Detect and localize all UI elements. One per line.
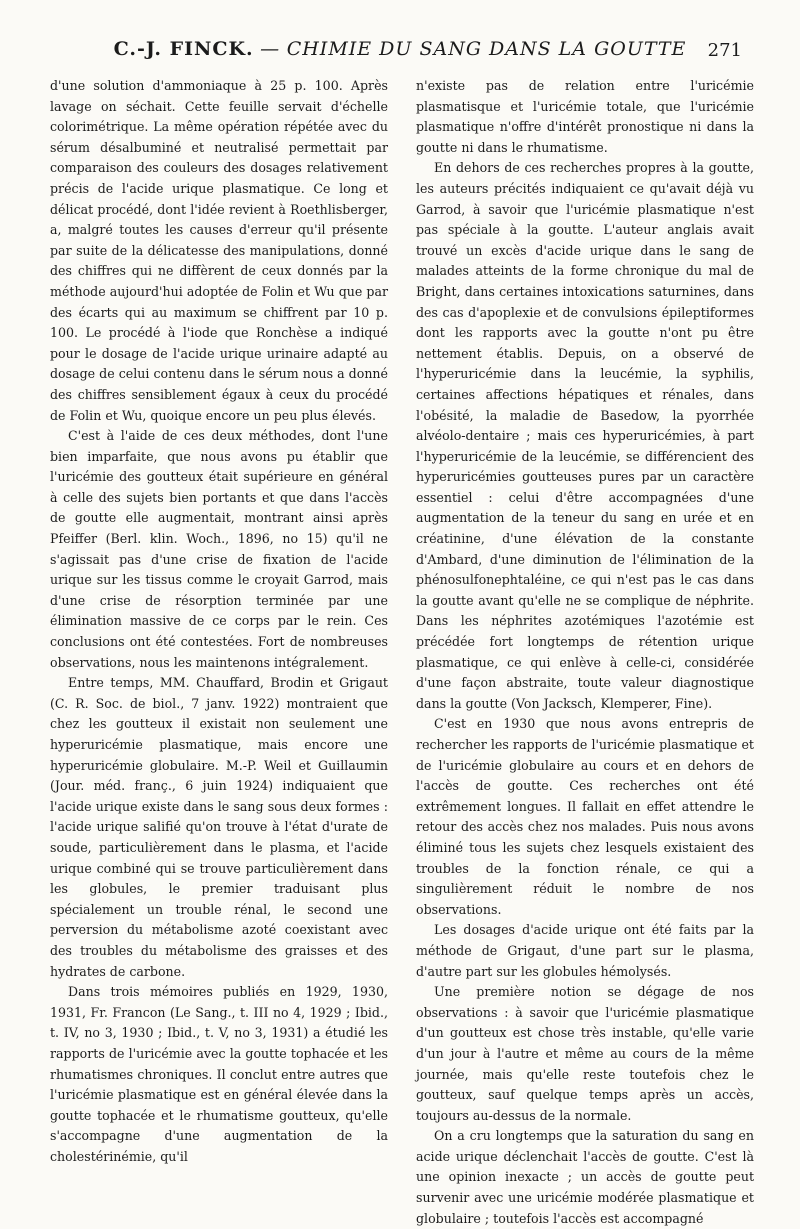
paragraph: En dehors de ces recherches propres à la goutte, les auteurs précités indiquaient ce qu'avait déjà vu Garrod, à savoir que l'uricémie plasmatique n'est pas spéciale à la goutte. L'auteur anglais avait trouvé un excès d'acide urique dans le sang de malades atteints de la forme chronique du mal de Bright, dans certaines intoxications saturnines, dans des cas d'apoplexie et de convulsions épileptiformes dont les rapports avec la goutte n'ont pu être nettement établis. Depuis, on a observé de l'hyperuricémie dans la leucémie, la syphilis, certaines affections hépatiques et rénales, dans l'obésité, la maladie de Basedow, la pyorrhée alvéolo-dentaire ; mais ces hyperuricémies, à part l'hyperuricémie de la leucémie, se différencient des hyperuricémies goutteuses pures par un caractère essentiel : celui d'être accompagnées d'une augmentation de la teneur du sang en urée et en créatinine, d'une élévation de la constante d'Ambard, d'une diminution de l'élimination de la phénosulfonephtaléine, ce qui n'est pas le cas dans la goutte avant qu'elle ne se complique de néphrite. Dans les néphrites azotémiques l'azotémie est précédée fort longtemps de rétention urique plasmatique, ce qui enlève à celle-ci, considérée d'une façon abstraite, toute valeur diagnostique dans la goutte (Von Jacksch, Klemperer, Fine). <box>416 160 754 711</box>
paragraph: Les dosages d'acide urique ont été faits par la méthode de Grigaut, d'une part sur le plasma, d'autre part sur les globules hémolysés. <box>416 922 754 979</box>
page-number: 271 <box>707 40 742 61</box>
paragraph: C'est en 1930 que nous avons entrepris de rechercher les rapports de l'uricémie plasmatique et de l'uricémie globulaire au cours et en dehors de l'accès de goutte. Ces recherches ont été extrêmement longues. Il fallait en effet attendre le retour des accès chez nos malades. Puis nous avons éliminé tous les sujets chez lesquels existaient des troubles de la fonction rénale, ce qui a singulièrement réduit le nombre de nos observations. <box>416 716 754 917</box>
running-head <box>0 38 800 68</box>
paragraph: n'existe pas de relation entre l'uricémie plasmatisque et l'uricémie totale, que l'uricémie plasmatique n'offre d'intérêt pronostique ni dans la goutte ni dans le rhumatisme. <box>416 78 754 155</box>
paragraph: Entre temps, MM. Chauffard, Brodin et Grigaut (C. R. Soc. de biol., 7 janv. 1922) montraient que chez les goutteux il existait non seulement une hyperuricémie plasmatique, mais encore une hyperuricémie globulaire. M.-P. Weil et Guillaumin (Jour. méd. franç., 6 juin 1924) indiquaient que l'acide urique existe dans le sang sous deux formes : l'acide urique salifié qu'on trouve à l'état d'urate de soude, particulièrement dans le plasma, et l'acide urique combiné qui se trouve particulièrement dans les globules, le premier traduisant plus spécialement un trouble rénal, le second une perversion du métabolisme azoté coexistant avec des troubles du métabolisme des graisses et des hydrates de carbone. <box>50 675 388 979</box>
paragraph: Dans trois mémoires publiés en 1929, 1930, 1931, Fr. Francon (Le Sang., t. III no 4, 1929 ; Ibid., t. IV, no 3, 1930 ; Ibid., t. V, no 3, 1931) a étudié les rapports de l'uricémie avec la goutte tophacée et les rhumatismes chroniques. Il conclut entre autres que l'uricémie plasmatique est en général élevée dans la goutte tophacée et le rhumatisme goutteux, qu'elle s'accompagne d'une augmentation de la cholestérinémie, qu'il <box>50 984 388 1164</box>
body-columns <box>50 76 754 1226</box>
header-author: C.-J. FINCK. <box>113 38 254 60</box>
header-dash: — <box>260 38 281 60</box>
header-title: CHIMIE DU SANG DANS LA GOUTTE <box>286 38 687 60</box>
left-column <box>50 76 388 1164</box>
running-title <box>0 38 800 60</box>
paragraph: C'est à l'aide de ces deux méthodes, dont l'une bien imparfaite, que nous avons pu établir que l'uricémie des goutteux était supérieure en général à celle des sujets bien portants et que dans l'accès de goutte elle augmentait, montrant ainsi après Pfeiffer (Berl. klin. Woch., 1896, no 15) qu'il ne s'agissait pas d'une crise de fixation de l'acide urique sur les tissus comme le croyait Garrod, mais d'une crise de résorption terminée par une élimination massive de ce corps par le rein. Ces conclusions ont été contestées. Fort de nombreuses observations, nous les maintenons intégralement. <box>50 428 388 670</box>
paragraph: Une première notion se dégage de nos observations : à savoir que l'uricémie plasmatique d'un goutteux est chose très instable, qu'elle varie d'un jour à l'autre et même au cours de la même journée, mais qu'elle reste toutefois chez le goutteux, sauf quelque temps après un accès, toujours au-dessus de la normale. <box>416 984 754 1123</box>
right-column <box>416 76 754 1226</box>
paragraph: On a cru longtemps que la saturation du sang en acide urique déclenchait l'accès de goutte. C'est là une opinion inexacte ; un accès de goutte peut survenir avec une uricémie modérée plasmatique et globulaire ; toutefois l'accès est accompagné <box>416 1128 754 1226</box>
paragraph: d'une solution d'ammoniaque à 25 p. 100. Après lavage on séchait. Cette feuille servait d'échelle colorimétrique. La même opération répétée avec du sérum désalbuminé et neutralisé permettait par comparaison des couleurs des dosages relativement précis de l'acide urique plasmatique. Ce long et délicat procédé, dont l'idée revient à Roethlisberger, a, malgré toutes les causes d'erreur qu'il présente par suite de la délicatesse des manipulations, donné des chiffres qui ne diffèrent de ceux donnés par la méthode aujourd'hui adoptée de Folin et Wu que par des écarts qui au maximum se chiffrent par 10 p. 100. Le procédé à l'iode que Ronchèse a indiqué pour le dosage de l'acide urique urinaire adapté au dosage de celui contenu dans le sérum nous a donné des chiffres sensiblement égaux à ceux du procédé de Folin et Wu, quoique encore un peu plus élevés. <box>50 78 388 423</box>
